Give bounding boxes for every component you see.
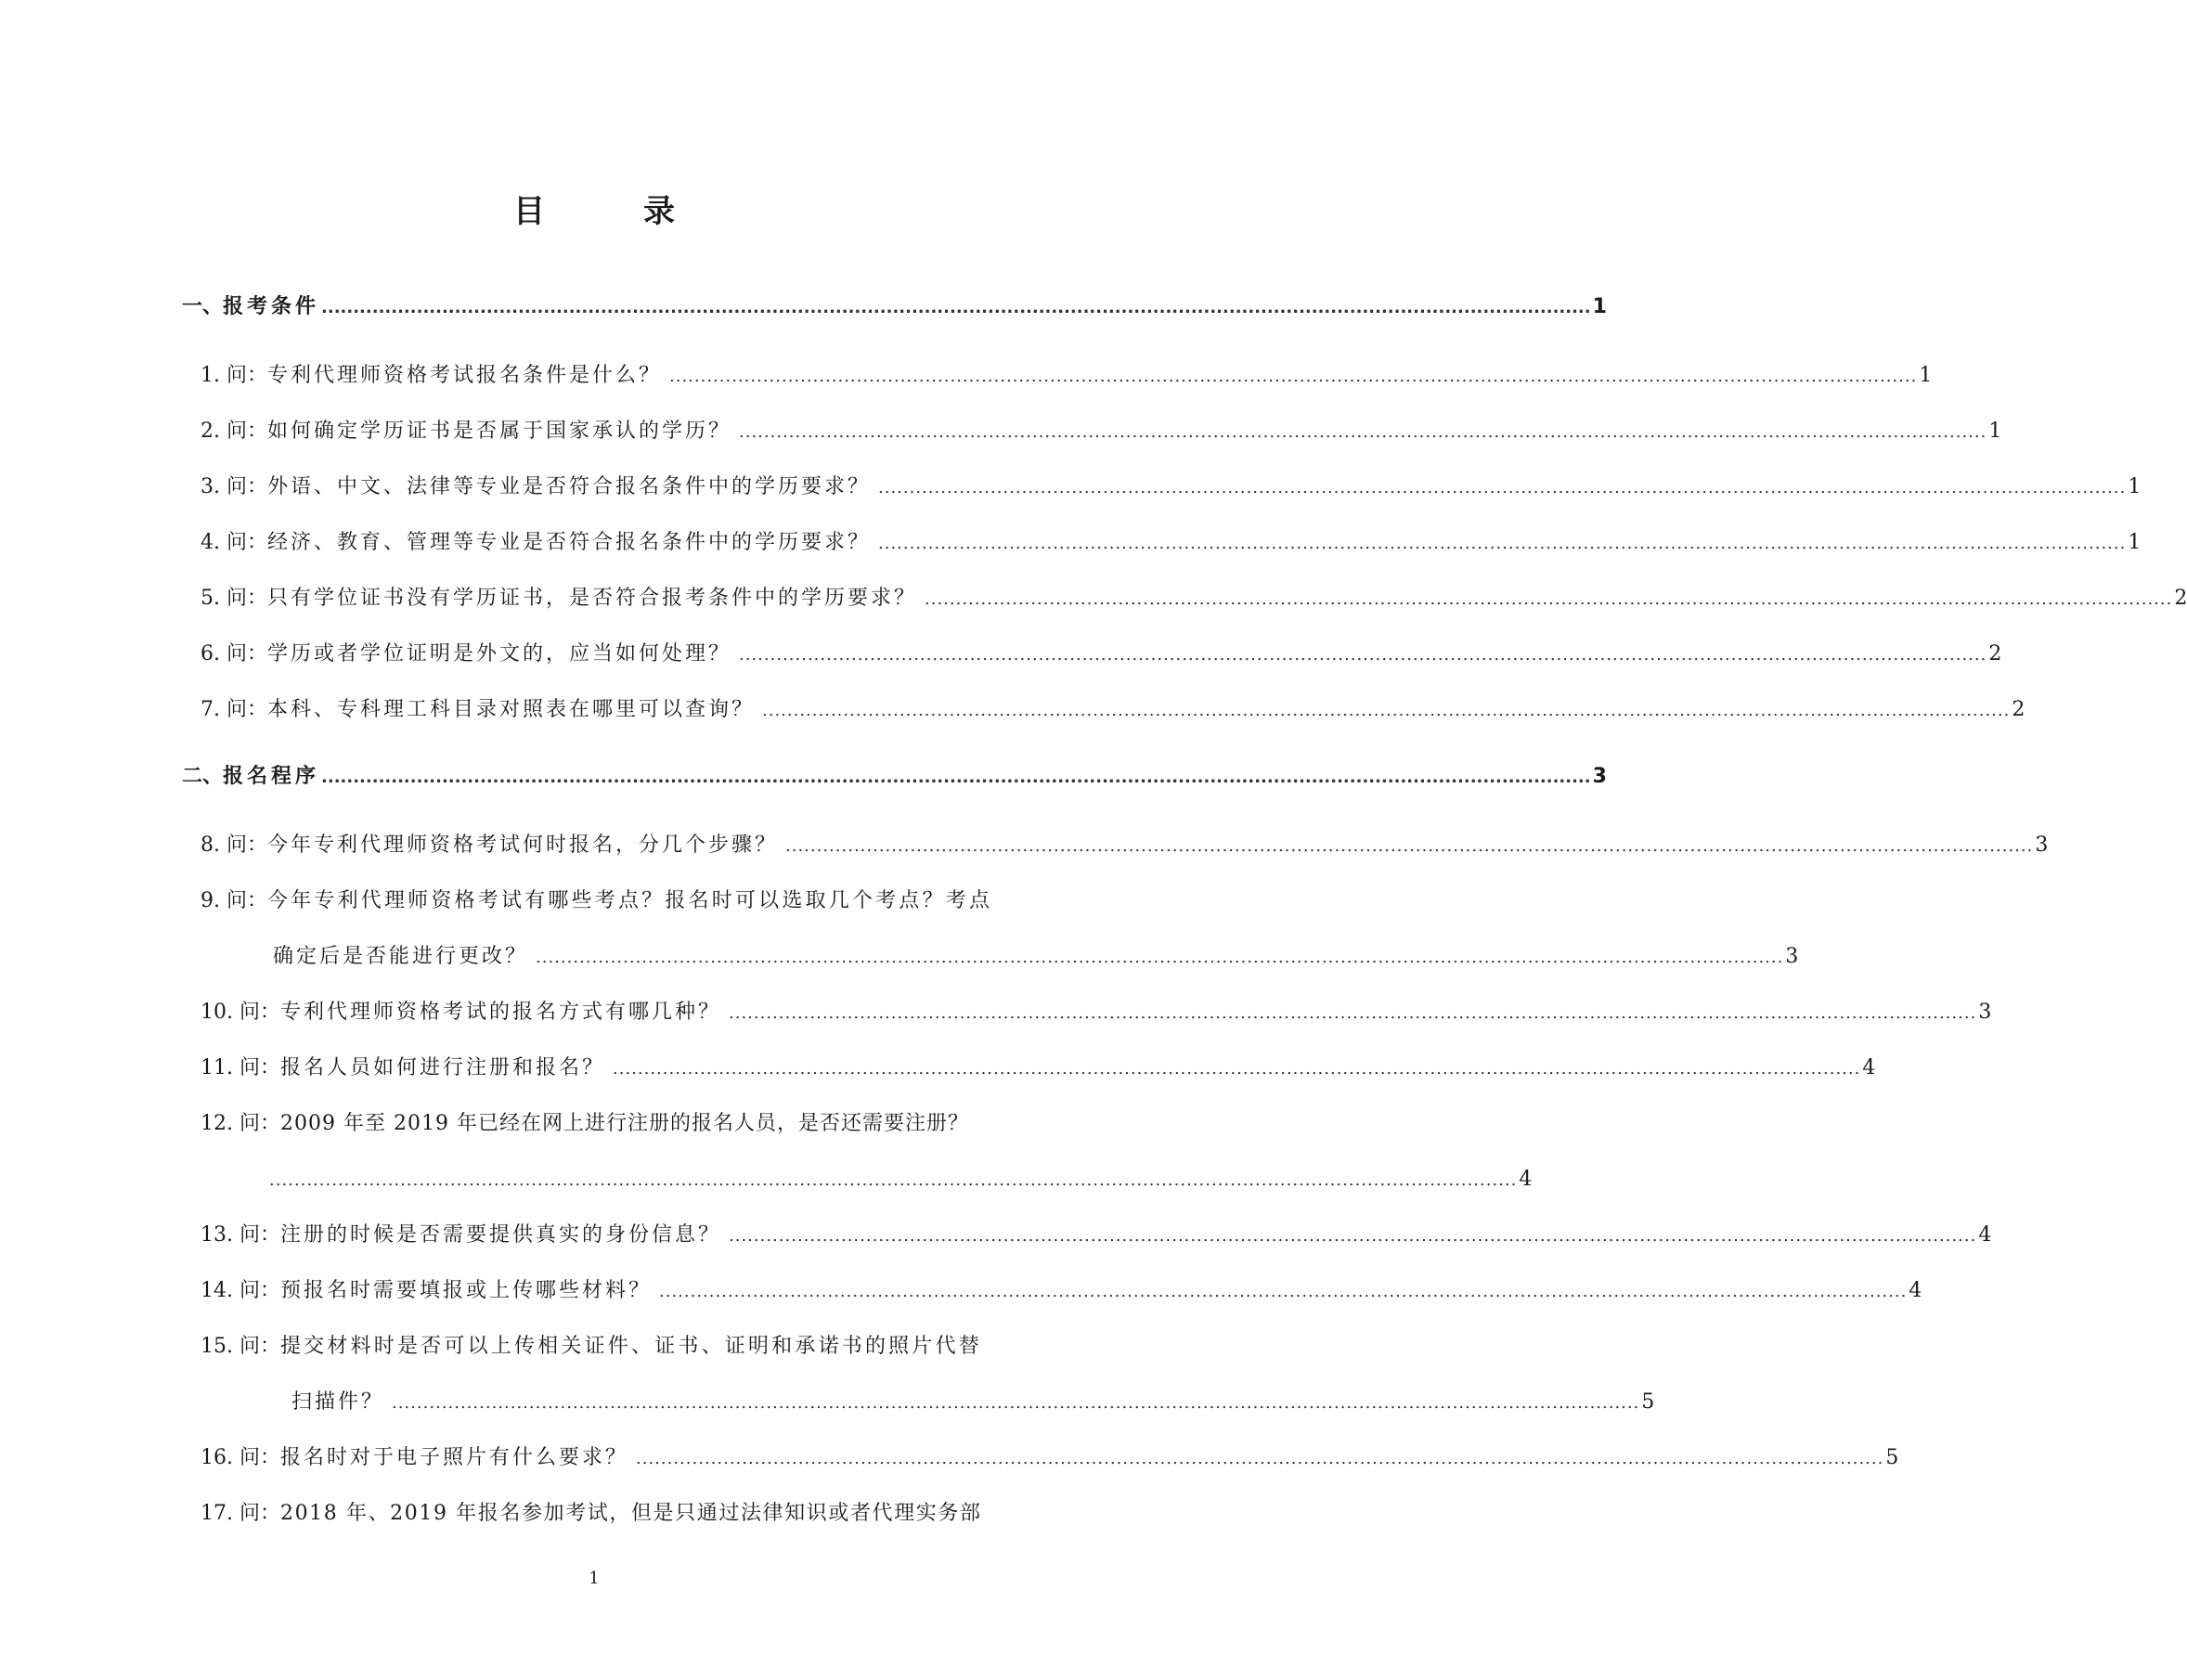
toc-entry-title: 今年专利代理师资格考试何时报名，分几个步骤？: [266, 834, 778, 857]
dot-leader: ........................................................................................................................................................................................................: [925, 589, 2173, 609]
toc-entry-title: 报名人员如何进行注册和报名？: [279, 1056, 605, 1079]
toc-entry[interactable]: [201, 1110, 1012, 1138]
toc-entry-title: 外语、中文、法律等专业是否符合报名条件中的学历要求？: [266, 475, 871, 498]
toc-entry-number: 3. 问：: [201, 475, 267, 498]
toc-entry[interactable]: [201, 585, 2187, 614]
toc-entry-continuation[interactable]: [269, 1166, 1533, 1195]
toc-entry[interactable]: [201, 999, 1992, 1027]
toc-page-number: 1: [1919, 364, 1933, 387]
toc-entry-continuation[interactable]: [291, 1389, 1655, 1417]
toc-page-number: 4: [1862, 1056, 1876, 1079]
toc-entry-number: 14. 问：: [201, 1279, 280, 1302]
toc-entry-number: 9. 问：: [201, 889, 267, 912]
toc-entry-number: 15. 问：: [201, 1335, 280, 1358]
toc-page-number: 3: [1978, 1001, 1992, 1024]
toc-entry[interactable]: [201, 696, 2025, 725]
toc-entry-title: 经济、教育、管理等专业是否符合报名条件中的学历要求？: [266, 531, 871, 554]
toc-entry[interactable]: [201, 418, 2002, 446]
toc-page-number: 3: [1592, 765, 1607, 788]
dot-leader: ........................................................................................................................................................................................................: [739, 422, 1987, 442]
toc-entry[interactable]: [201, 887, 1012, 915]
dot-leader: ........................................................................................................................................................................................................: [669, 367, 1918, 386]
toc-entry-number: 4. 问：: [201, 531, 267, 554]
dot-leader: ........................................................................................................................................................................................................: [659, 1282, 1908, 1301]
toc-section-title: 报名程序: [223, 765, 320, 788]
dot-leader: ........................................................................................................................................................................................................: [636, 1449, 1884, 1468]
toc-entry[interactable]: [201, 832, 2049, 860]
toc-entry[interactable]: [201, 1221, 1992, 1250]
toc-entry-number: 13. 问：: [201, 1223, 280, 1247]
toc-section-number: 一、: [182, 295, 224, 318]
footer-page-number: 1: [589, 1569, 600, 1588]
toc-entry[interactable]: [201, 529, 2142, 558]
toc-entry-title: 本科、专科理工科目录对照表在哪里可以查询？: [266, 698, 755, 721]
dot-leader: ........................................................................................................................................................................................................: [536, 948, 1784, 967]
toc-entry-number: 7. 问：: [201, 698, 267, 721]
dot-leader: ........................................................................................................................................................................................................: [739, 645, 1987, 665]
toc-entry-title: 专利代理师资格考试报名条件是什么？: [266, 364, 662, 387]
toc-entry-title-continued: 确定后是否能进行更改？: [273, 945, 529, 968]
toc-entry-number: 10. 问：: [201, 1001, 280, 1024]
toc-page-number: 4: [1909, 1279, 1922, 1302]
page-title: 目 录: [513, 193, 708, 230]
toc-page-number: 1: [1592, 295, 1607, 318]
toc-page-number: 2: [2174, 587, 2187, 610]
toc-page-number: 5: [1885, 1446, 1899, 1469]
toc-entry-number: 12. 问：: [201, 1112, 280, 1135]
dot-leader: ........................................................................................................................................................................................................: [321, 768, 1591, 787]
toc-page-number: 1: [2128, 531, 2142, 554]
toc-page-number: 3: [2035, 834, 2049, 857]
toc-page-number: 1: [1988, 420, 2002, 443]
toc-entry-title: 2018 年、2019 年报名参加考试，但是只通过法律知识或者代理实务部: [279, 1502, 982, 1525]
toc-entry-title: 学历或者学位证明是外文的，应当如何处理？: [266, 642, 731, 666]
toc-entry-title: 提交材料时是否可以上传相关证件、证书、证明和承诺书的照片代替: [279, 1335, 982, 1358]
toc-entry-title: 今年专利代理师资格考试有哪些考点？报名时可以选取几个考点？考点: [266, 889, 993, 912]
toc-entry-number: 6. 问：: [201, 642, 267, 666]
toc-page-number: 2: [1988, 642, 2002, 666]
toc-entry[interactable]: [201, 362, 1933, 391]
toc-page-number: 1: [2128, 475, 2142, 498]
toc-entry[interactable]: [201, 473, 2142, 502]
toc-entry-number: 17. 问：: [201, 1502, 280, 1525]
dot-leader: ........................................................................................................................................................................................................: [878, 534, 2127, 553]
toc-page-number: 5: [1641, 1390, 1655, 1414]
toc-entry[interactable]: [201, 1444, 1899, 1473]
dot-leader: ........................................................................................................................................................................................................: [785, 836, 2034, 856]
toc-entry[interactable]: [201, 640, 2002, 669]
toc-entry-number: 8. 问：: [201, 834, 267, 857]
toc-entry[interactable]: [201, 1277, 1922, 1306]
toc-page-number: 4: [1978, 1223, 1992, 1247]
toc-entry-title: 专利代理师资格考试的报名方式有哪几种？: [279, 1001, 721, 1024]
toc-section-title: 报考条件: [223, 295, 320, 318]
toc-entry-title: 如何确定学历证书是否属于国家承认的学历？: [266, 420, 731, 443]
toc-entry-title: 2009 年至 2019 年已经在网上进行注册的报名人员，是否还需要注册？: [279, 1112, 969, 1135]
toc-entry-number: 11. 问：: [201, 1056, 280, 1079]
dot-leader: ........................................................................................................................................................................................................: [878, 478, 2127, 498]
dot-leader: ........................................................................................................................................................................................................: [321, 298, 1591, 317]
dot-leader: ........................................................................................................................................................................................................: [269, 1170, 1518, 1190]
dot-leader: ........................................................................................................................................................................................................: [729, 1226, 1977, 1246]
toc-page-number: 4: [1519, 1168, 1533, 1191]
toc-entry[interactable]: [201, 1500, 1012, 1528]
toc-section[interactable]: [182, 763, 1607, 792]
dot-leader: ........................................................................................................................................................................................................: [613, 1059, 1861, 1079]
toc-section[interactable]: [182, 293, 1607, 322]
toc-entry[interactable]: [201, 1333, 1012, 1361]
toc-entry[interactable]: [201, 1054, 1876, 1083]
dot-leader: ........................................................................................................................................................................................................: [392, 1393, 1640, 1413]
toc-entry-number: 5. 问：: [201, 587, 267, 610]
toc-entry-title: 报名时对于电子照片有什么要求？: [279, 1446, 628, 1469]
toc-page-number: 3: [1785, 945, 1799, 968]
toc-entry-number: 1. 问：: [201, 364, 267, 387]
toc-entry-title: 预报名时需要填报或上传哪些材料？: [279, 1279, 652, 1302]
toc-page-number: 2: [2012, 698, 2025, 721]
toc-entry-title: 只有学位证书没有学历证书，是否符合报考条件中的学历要求？: [266, 587, 917, 610]
toc-entry-number: 2. 问：: [201, 420, 267, 443]
toc-section-number: 二、: [182, 765, 224, 788]
toc-entry-title-continued: 扫描件？: [291, 1390, 385, 1414]
dot-leader: ........................................................................................................................................................................................................: [729, 1003, 1977, 1023]
toc-entry-number: 16. 问：: [201, 1446, 280, 1469]
dot-leader: ........................................................................................................................................................................................................: [762, 701, 2011, 720]
toc-entry-title: 注册的时候是否需要提供真实的身份信息？: [279, 1223, 721, 1247]
toc-entry-continuation[interactable]: [273, 943, 1799, 972]
